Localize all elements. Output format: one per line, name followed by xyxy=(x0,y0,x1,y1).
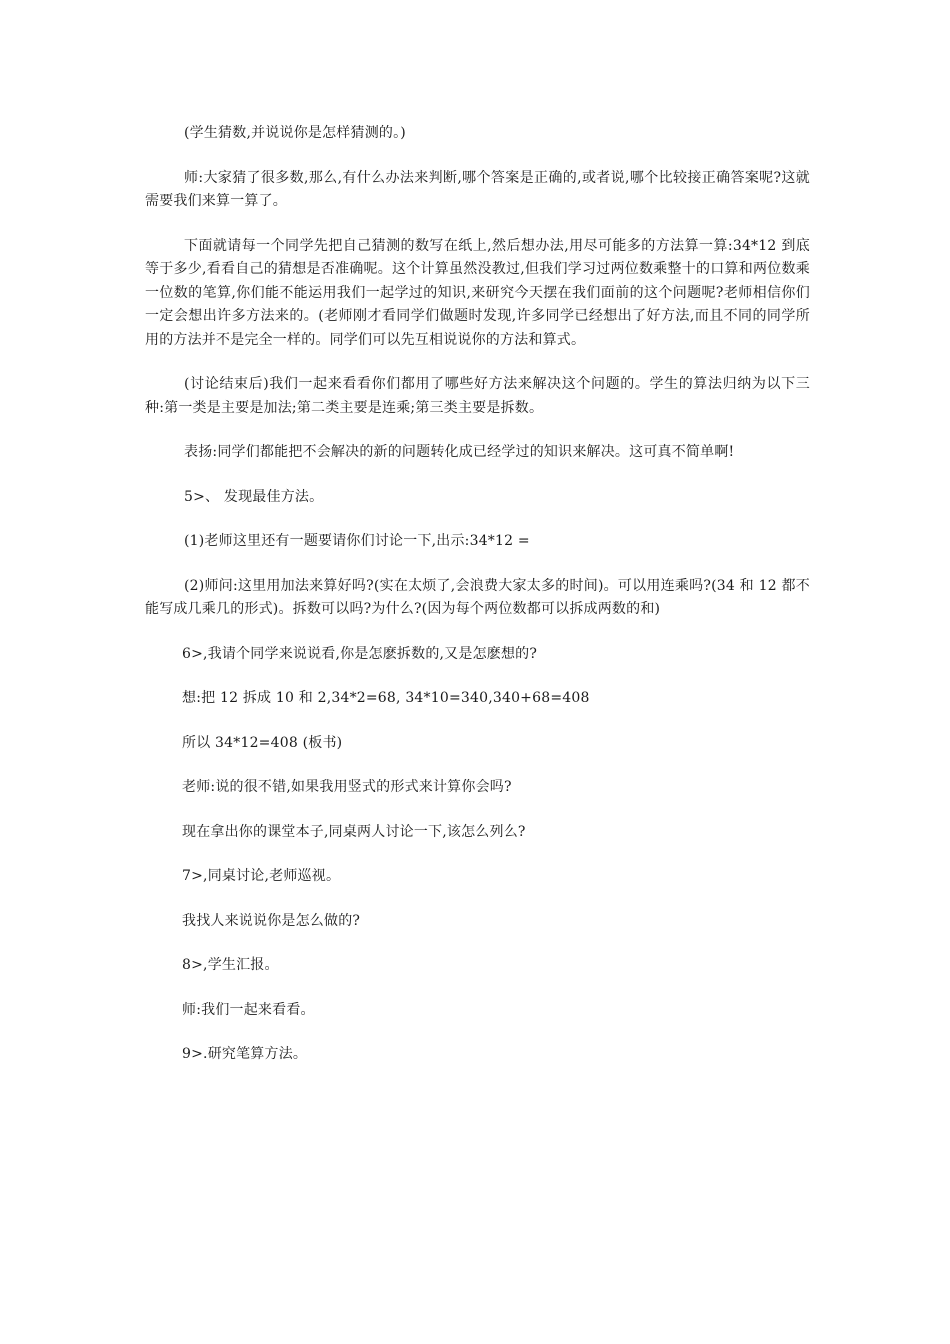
paragraph-12: 老师:说的很不错,如果我用竖式的形式来计算你会吗? xyxy=(182,779,512,795)
paragraph-3: 下面就请每一个同学先把自己猜测的数写在纸上,然后想办法,用尽可能多的方法算一算:34*12 到底等于多少,看看自己的猜想是否准确呢。这个计算虽然没教过,但我们学习过两位数乘整十的口算和两位数乘一位数的笔算,你们能不能运用我们一起学过的知识,来研究今天摆在我们面前的这个问题呢?老师相信你们一定会想出许多方法来的。(老师刚才看同学们做题时发现,许多同学已经想出了好方法,而且不同的同学所用的方法并不是完全一样的。同学们可以先互相说说你的方法和算式。 xyxy=(145,237,810,348)
paragraph-5: 表扬:同学们都能把不会解决的新的问题转化成已经学过的知识来解决。这可真不简单啊! xyxy=(184,444,735,460)
document-body xyxy=(145,122,810,1088)
paragraph-15: 我找人来说说你是怎么做的? xyxy=(182,912,361,929)
paragraph-7: (1)老师这里还有一题要请你们讨论一下,出示:34*12 = xyxy=(184,533,530,549)
paragraph-8: (2)师问:这里用加法来算好吗?(实在太烦了,会浪费大家太多的时间)。可以用连乘吗?(34 和 12 都不能写成几乘几的形式)。拆数可以吗?为什么?(因为每个两位数都可以拆成两数的和) xyxy=(145,577,810,617)
paragraph-9: 6>,我请个同学来说说看,你是怎麽拆数的,又是怎麽想的? xyxy=(182,645,538,662)
paragraph-14: 7>,同桌讨论,老师巡视。 xyxy=(182,868,341,884)
paragraph-2: 师:大家猜了很多数,那么,有什么办法来判断,哪个答案是正确的,或者说,哪个比较接正确答案呢?这就需要我们来算一算了。 xyxy=(145,169,810,209)
paragraph-13: 现在拿出你的课堂本子,同桌两人讨论一下,该怎么列么? xyxy=(182,823,526,840)
paragraph-11: 所以 34*12=408 (板书) xyxy=(182,734,343,751)
paragraph-6: 5>、 发现最佳方法。 xyxy=(184,488,324,505)
paragraph-16: 8>,学生汇报。 xyxy=(182,957,279,973)
paragraph-4: (讨论结束后)我们一起来看看你们都用了哪些好方法来解决这个问题的。学生的算法归纳为以下三种:第一类是主要是加法;第二类主要是连乘;第三类主要是拆数。 xyxy=(145,376,810,416)
paragraph-1: (学生猜数,并说说你是怎样猜测的。) xyxy=(184,125,406,141)
paragraph-17: 师:我们一起来看看。 xyxy=(182,1001,315,1018)
paragraph-10: 想:把 12 拆成 10 和 2,34*2=68, 34*10=340,340+68=408 xyxy=(182,690,590,706)
paragraph-18: 9>.研究笔算方法。 xyxy=(182,1046,308,1062)
